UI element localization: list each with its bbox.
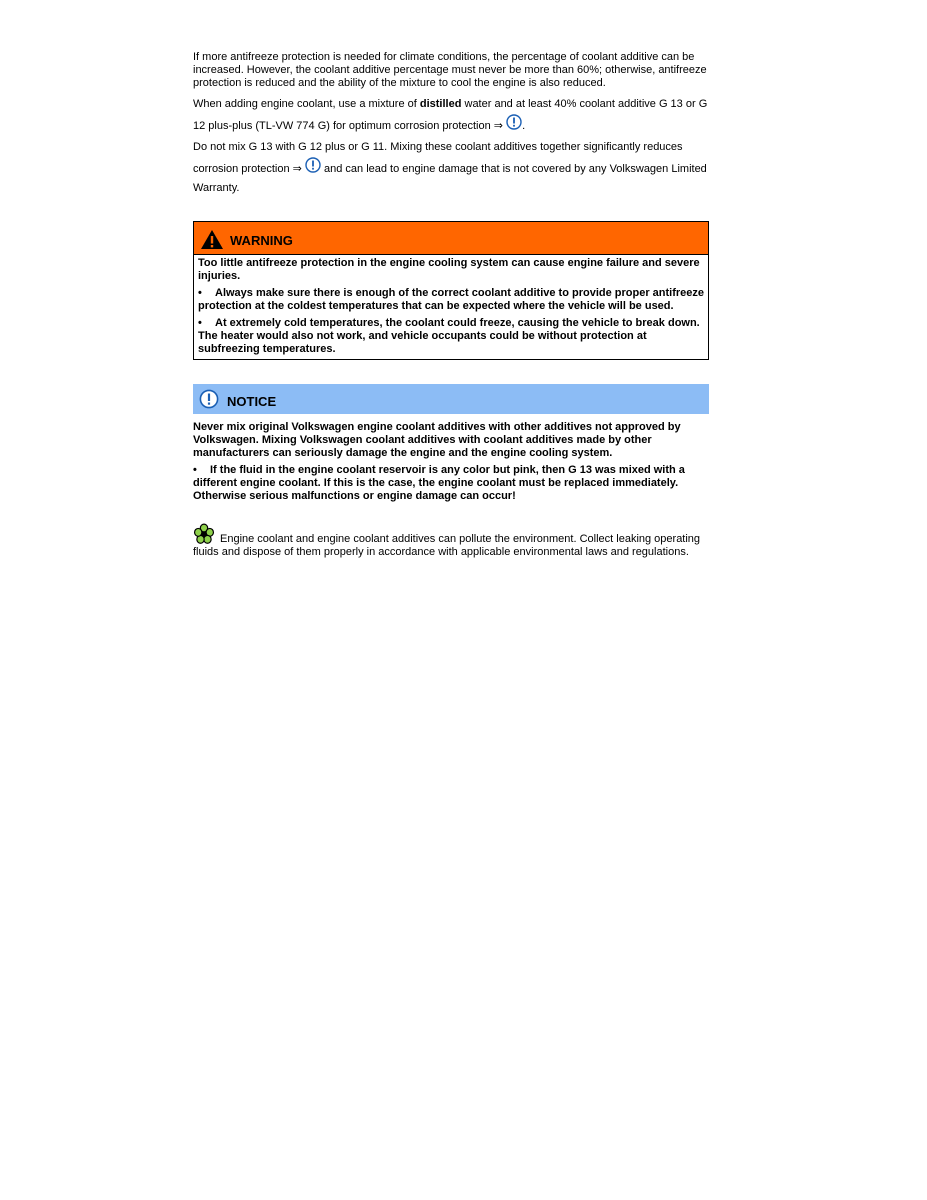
- warning-box: [193, 221, 709, 360]
- warning-bullet-text: At extremely cold temperatures, the coolant could freeze, causing the vehicle to break down. The heater would also not work, and vehicle occupants could be without protection at subfreezing temperatures.: [198, 317, 700, 355]
- environment-note: [193, 523, 709, 559]
- notice-link-icon[interactable]: [305, 157, 321, 173]
- warning-bullet: [198, 317, 704, 356]
- manual-page-content: [193, 51, 709, 570]
- paragraph-adding-coolant: [193, 95, 709, 136]
- environment-flower-icon: [193, 523, 215, 545]
- environment-text: Engine coolant and engine coolant additives can pollute the environment. Collect leaking operating fluids and dispose of them properly in accordance with applicable environmental laws and regulations.: [193, 533, 701, 558]
- warning-intro: Too little antifreeze protection in the engine cooling system can cause engine failure and severe injuries.: [198, 257, 700, 282]
- bullet-dot: •: [193, 464, 197, 476]
- notice-box: [193, 384, 709, 503]
- bullet-dot: •: [198, 287, 202, 299]
- warning-bullet: [198, 287, 704, 313]
- paragraph-do-not-mix: [193, 138, 709, 198]
- paragraph-text: water and at least 40% coolant additive G 13 or G 12 plus-plus (TL-VW 774 G) for optimum corrosion protection ⇒: [193, 98, 708, 132]
- bullet-dot: •: [198, 317, 202, 329]
- paragraph-text: .: [522, 120, 526, 132]
- warning-title: WARNING: [230, 232, 293, 248]
- paragraph-text: and can lead to engine damage that is not covered by any Volkswagen Limited Warranty.: [193, 163, 707, 194]
- notice-intro: Never mix original Volkswagen engine coolant additives with other additives not approved by Volkswagen. Mixing Volkswagen coolant additives with coolant additives made by other manufacturers can seriously damage the engine and the engine cooling system.: [193, 421, 681, 459]
- emphasis-distilled: distilled: [419, 98, 462, 110]
- warning-header: [194, 222, 708, 255]
- notice-body: [193, 414, 709, 503]
- paragraph-text: Do not mix G 13 with G 12 plus or G 11. Mixing these coolant additives together significantly reduces corrosion protection ⇒: [193, 141, 683, 175]
- warning-body: [194, 255, 708, 359]
- notice-bullet: [193, 464, 709, 503]
- notice-exclamation-icon: [199, 389, 219, 409]
- paragraph-text: When adding engine coolant, use a mixture of: [193, 98, 420, 110]
- paragraph-antifreeze-percentage: [193, 51, 709, 90]
- notice-title: NOTICE: [227, 393, 277, 409]
- notice-header: [193, 384, 709, 414]
- warning-bullet-text: Always make sure there is enough of the correct coolant additive to provide proper antifreeze protection at the coldest temperatures that can be expected where the vehicle will be used.: [198, 287, 705, 312]
- paragraph-text: If more antifreeze protection is needed for climate conditions, the percentage of coolant additive can be increased. However, the coolant additive percentage must never be more than 60%; otherwise, antifreeze protection is reduced and the ability of the mixture to cool the engine is also reduced.: [193, 51, 707, 89]
- notice-link-icon[interactable]: [506, 114, 522, 130]
- notice-bullet-text: If the fluid in the engine coolant reservoir is any color but pink, then G 13 was mixed with a different engine coolant. If this is the case, the engine coolant must be replaced immediately. Otherwise serious malfunctions or engine damage can occur!: [193, 464, 685, 502]
- warning-triangle-icon: [200, 229, 224, 250]
